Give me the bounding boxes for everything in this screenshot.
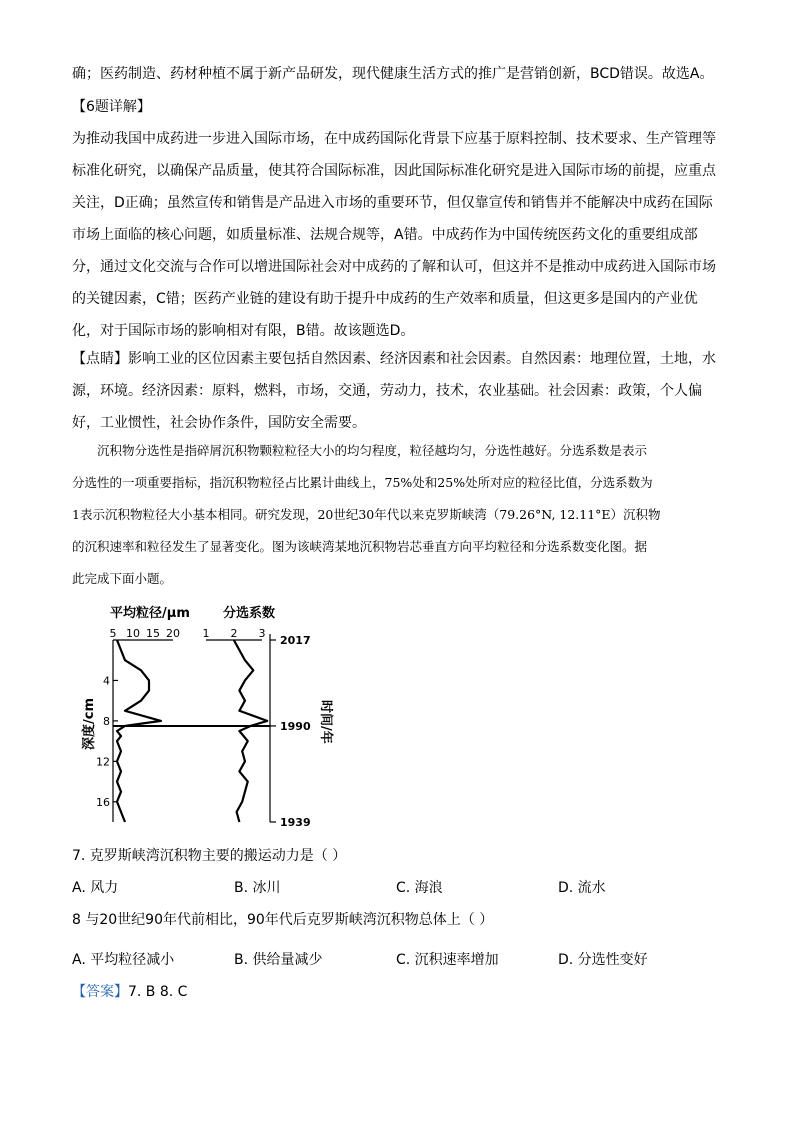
question-8-option-a[interactable]: A. 平均粒径减小 bbox=[72, 952, 175, 968]
grain-tick-label: 20 bbox=[166, 627, 180, 640]
depth-tick-label: 4 bbox=[103, 674, 110, 688]
dianjing-line: 源，环境。经济因素：原料，燃料，市场，交通，劳动力，技术，农业基础。社会因素：政策，个人偏 bbox=[72, 383, 702, 399]
question-7-option-b[interactable]: B. 冰川 bbox=[234, 880, 281, 896]
grain-size-series bbox=[117, 640, 161, 822]
question-8-option-c[interactable]: C. 沉积速率增加 bbox=[396, 952, 499, 968]
detail-6-line: 关注，D正确；虽然宣传和销售是产品进入市场的重要环节，但仅靠宣传和销售并不能解决中成药在国际 bbox=[72, 195, 713, 211]
grain-tick-label: 15 bbox=[146, 627, 160, 640]
question-7-option-c[interactable]: C. 海浪 bbox=[396, 880, 443, 896]
detail-6-heading: 【6题详解】 bbox=[72, 99, 151, 115]
sort-tick-label: 2 bbox=[230, 627, 238, 640]
year-label: 1939 bbox=[280, 816, 311, 829]
question-8-stem: 8 与20世纪90年代前相比，90年代后克罗斯峡湾沉积物总体上（ ） bbox=[72, 912, 494, 928]
sorting-series bbox=[234, 640, 267, 822]
sort-tick-label: 1 bbox=[202, 627, 210, 640]
sediment-core-figure bbox=[82, 600, 340, 830]
passage-line: 分选性的一项重要指标，指沉积物粒径占比累计曲线上，75%处和25%处所对应的粒径比值，分选系数为 bbox=[72, 475, 653, 490]
question-7-option-d[interactable]: D. 流水 bbox=[558, 880, 606, 896]
question-7-option-a[interactable]: A. 风力 bbox=[72, 880, 119, 896]
year-label: 1990 bbox=[280, 719, 311, 733]
year-label: 2017 bbox=[280, 634, 311, 647]
depth-tick-label: 8 bbox=[103, 714, 110, 728]
passage-line: 此完成下面小题。 bbox=[72, 571, 173, 586]
solution-text-tail: 确；医药制造、药材种植不属于新产品研发，现代健康生活方式的推广是营销创新，BCD错误。故选A。 bbox=[72, 66, 714, 82]
dianjing-line: 好，工业惯性，社会协作条件，国防安全需要。 bbox=[72, 415, 366, 431]
sort-tick-label: 3 bbox=[258, 627, 266, 640]
time-axis-label: 时间/年 bbox=[318, 700, 333, 744]
depth-axis-label: 深度/cm bbox=[82, 697, 97, 750]
passage-line: 的沉积速率和粒径发生了显著变化。图为该峡湾某地沉积物岩芯垂直方向平均粒径和分选系数变化图。据 bbox=[72, 539, 648, 554]
grain-tick-label: 10 bbox=[126, 627, 140, 640]
question-8-option-b[interactable]: B. 供给量减少 bbox=[234, 952, 323, 968]
depth-tick-label: 12 bbox=[96, 755, 110, 769]
grain-tick-label: 5 bbox=[109, 627, 117, 640]
passage-line: 沉积物分选性是指碎屑沉积物颗粒粒径大小的均匀程度，粒径越均匀，分选性越好。分选系数是表示 bbox=[72, 443, 648, 458]
answer-label: 【答案】 bbox=[72, 984, 128, 1000]
detail-6-line: 市场上面临的核心问题，如质量标准、法规合规等，A错。中成药作为中国传统医药文化的重要组成部 bbox=[72, 227, 698, 243]
depth-tick-label: 16 bbox=[96, 795, 110, 809]
detail-6-line: 的关键因素，C错；医药产业链的建设有助于提升中成药的生产效率和质量，但这更多是国内的产业优 bbox=[72, 291, 698, 307]
answer-text: 7. B 8. C bbox=[128, 984, 188, 1000]
detail-6-line: 分，通过文化交流与合作可以增进国际社会对中成药的了解和认可，但这并不是推动中成药进入国际市场 bbox=[72, 259, 716, 275]
question-8-option-d[interactable]: D. 分选性变好 bbox=[558, 952, 648, 968]
passage-line: 1表示沉积物粒径大小基本相同。研究发现，20世纪30年代以来克罗斯峡湾（79.26°N, 12.11°E）沉积物 bbox=[72, 507, 661, 522]
sorting-title: 分选系数 bbox=[223, 606, 276, 621]
dianjing-line: 【点睛】影响工业的区位因素主要包括自然因素、经济因素和社会因素。自然因素：地理位置，土地，水 bbox=[72, 351, 716, 367]
detail-6-line: 为推动我国中成药进一步进入国际市场，在中成药国际化背景下应基于原料控制、技术要求、生产管理等 bbox=[72, 131, 716, 147]
detail-6-line: 标准化研究，以确保产品质量，使其符合国际标准，因此国际标准化研究是进入国际市场的前提，应重点 bbox=[72, 163, 716, 179]
question-7-stem: 7. 克罗斯峡湾沉积物主要的搬运动力是（ ） bbox=[72, 848, 347, 864]
answer-line bbox=[72, 982, 187, 1002]
detail-6-line: 化，对于国际市场的影响相对有限，B错。故该题选D。 bbox=[72, 323, 415, 339]
grain-size-title: 平均粒径/μm bbox=[110, 606, 190, 621]
